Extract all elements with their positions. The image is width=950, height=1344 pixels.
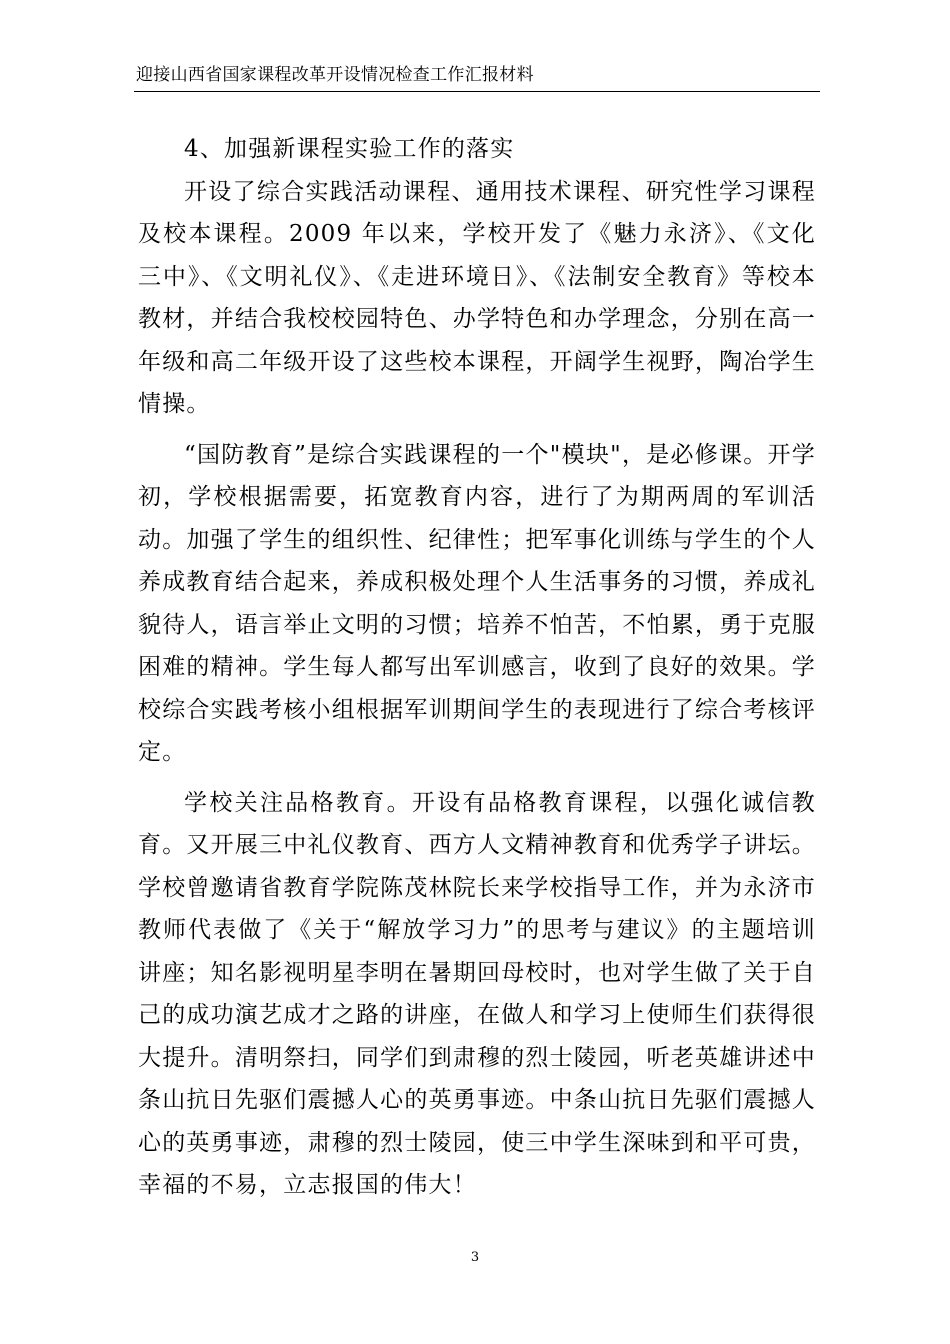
page-number: 3 [470,1250,480,1265]
section-heading: 4、加强新课程实验工作的落实 [184,136,515,162]
document-body [138,128,816,1207]
paragraph-courses: 开设了综合实践活动课程、通用技术课程、研究性学习课程及校本课程。2009 年以来，学校开发了《魅力永济》、《文化三中》、《文明礼仪》、《走进环境日》、《法制安全教育》等校本教材，并结合我校校园特色、办学特色和办学理念，分别在高一年级和高二年级开设了这些校本课程，开阔学生视野，陶冶学生情操。 [138,178,816,417]
header-rule [134,91,820,92]
paragraph-character-education: 学校关注品格教育。开设有品格教育课程，以强化诚信教育。又开展三中礼仪教育、西方人文精神教育和优秀学子讲坛。学校曾邀请省教育学院陈茂林院长来学校指导工作，并为永济市教师代表做了《关于“解放学习力”的思考与建议》的主题培训讲座；知名影视明星李明在暑期回母校时，也对学生做了关于自己的成功演艺成才之路的讲座，在做人和学习上使师生们获得很大提升。清明祭扫，同学们到肃穆的烈士陵园，听老英雄讲述中条山抗日先驱们震撼人心的英勇事迹。中条山抗日先驱们震撼人心的英勇事迹，肃穆的烈士陵园，使三中学生深味到和平可贵，幸福的不易，立志报国的伟大！ [138,789,816,1198]
running-header: 迎接山西省国家课程改革开设情况检查工作汇报材料 [136,65,534,85]
paragraph-defense-education: “国防教育”是综合实践课程的一个"模块"，是必修课。开学初，学校根据需要，拓宽教育内容，进行了为期两周的军训活动。加强了学生的组织性、纪律性；把军事化训练与学生的个人养成教育结合起来，养成积极处理个人生活事务的习惯，养成礼貌待人，语言举止文明的习惯；培养不怕苦，不怕累，勇于克服困难的精神。学生每人都写出军训感言，收到了良好的效果。学校综合实践考核小组根据军训期间学生的表现进行了综合考核评定。 [138,441,816,765]
